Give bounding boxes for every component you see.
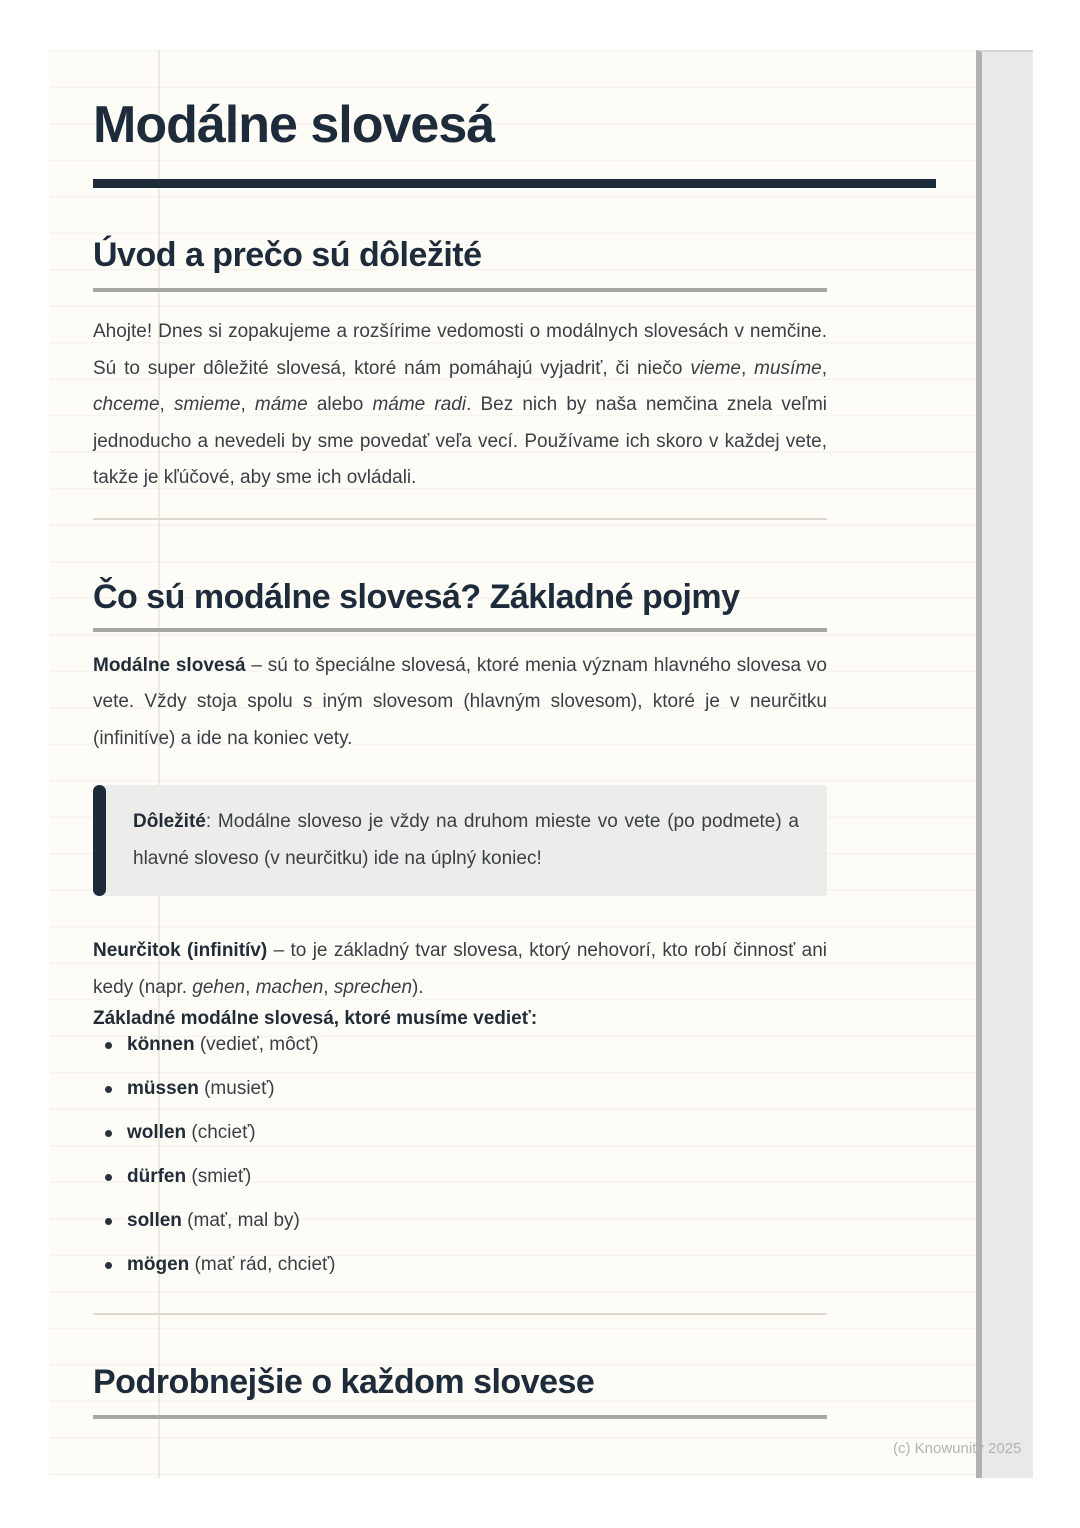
scrollbar-track[interactable] (976, 50, 1033, 1478)
section-heading-intro: Úvod a prečo sú dôležité (93, 236, 482, 274)
modal-verbs-list (93, 1032, 827, 1278)
list-item-text: wollen (chcieť) (127, 1122, 256, 1143)
title-rule (93, 179, 936, 188)
bullet-icon (105, 1218, 112, 1225)
bullet-icon (105, 1174, 112, 1181)
intro-paragraph: Ahojte! Dnes si zopakujeme a rozšírime vedomosti o modálnych slovesách v nemčine. Sú to super dôležité slovesá, ktoré nám pomáhajú vyjadriť, či niečo vieme, musíme, chceme, smieme, máme alebo máme radi. Bez nich by naša nemčina znela veľmi jednoducho a nevedeli by sme povedať veľa vecí. Používame ich skoro v každej vete, takže je kľúčové, aby sme ich ovládali. (93, 321, 828, 488)
list-item (93, 1120, 827, 1146)
infinitive-paragraph: Neurčitok (infinitív) – to je základný tvar slovesa, ktorý nehovorí, kto robí činnosť ani kedy (napr. gehen, machen, sprechen). (93, 940, 827, 998)
list-item (93, 1076, 827, 1102)
section-heading-basics: Čo sú modálne slovesá? Základné pojmy (93, 577, 740, 616)
list-item (93, 1208, 827, 1234)
heading-rule-details (93, 1415, 827, 1419)
section-divider (93, 518, 827, 520)
list-item-text: mögen (mať rád, chcieť) (127, 1254, 336, 1275)
callout-text: Dôležité: Modálne sloveso je vždy na druhom mieste vo vete (po podmete) a hlavné sloveso (v neurčitku) ide na úplný koniec! (133, 811, 799, 869)
section-heading-details: Podrobnejšie o každom slovese (93, 1363, 595, 1401)
heading-rule-basics (93, 628, 827, 632)
definition-paragraph: Modálne slovesá – sú to špeciálne slovesá, ktoré menia význam hlavného slovesa vo vete. Vždy stoja spolu s iným slovesom (hlavným slovesom), ktoré je v neurčitku (infinitíve) a ide na koniec vety. (93, 654, 827, 749)
list-item (93, 1032, 827, 1058)
list-item-text: müssen (musieť) (127, 1078, 275, 1099)
callout-accent-bar (93, 785, 106, 896)
page (49, 50, 976, 1478)
bullet-icon (105, 1042, 112, 1049)
bullet-icon (105, 1086, 112, 1093)
list-item-text: dürfen (smieť) (127, 1166, 252, 1187)
section-divider (93, 1313, 827, 1315)
list-item-text: können (vedieť, môcť) (127, 1034, 319, 1055)
heading-rule-intro (93, 288, 827, 292)
list-lead: Základné modálne slovesá, ktoré musíme vedieť: (93, 1008, 538, 1029)
list-item-text: sollen (mať, mal by) (127, 1210, 300, 1231)
list-item (93, 1252, 827, 1278)
bullet-icon (105, 1130, 112, 1137)
doc-title: Modálne slovesá (93, 96, 495, 154)
list-item (93, 1164, 827, 1190)
bullet-icon (105, 1262, 112, 1269)
important-callout (93, 785, 827, 896)
watermark: (c) Knowunity 2025 (893, 1440, 1022, 1457)
